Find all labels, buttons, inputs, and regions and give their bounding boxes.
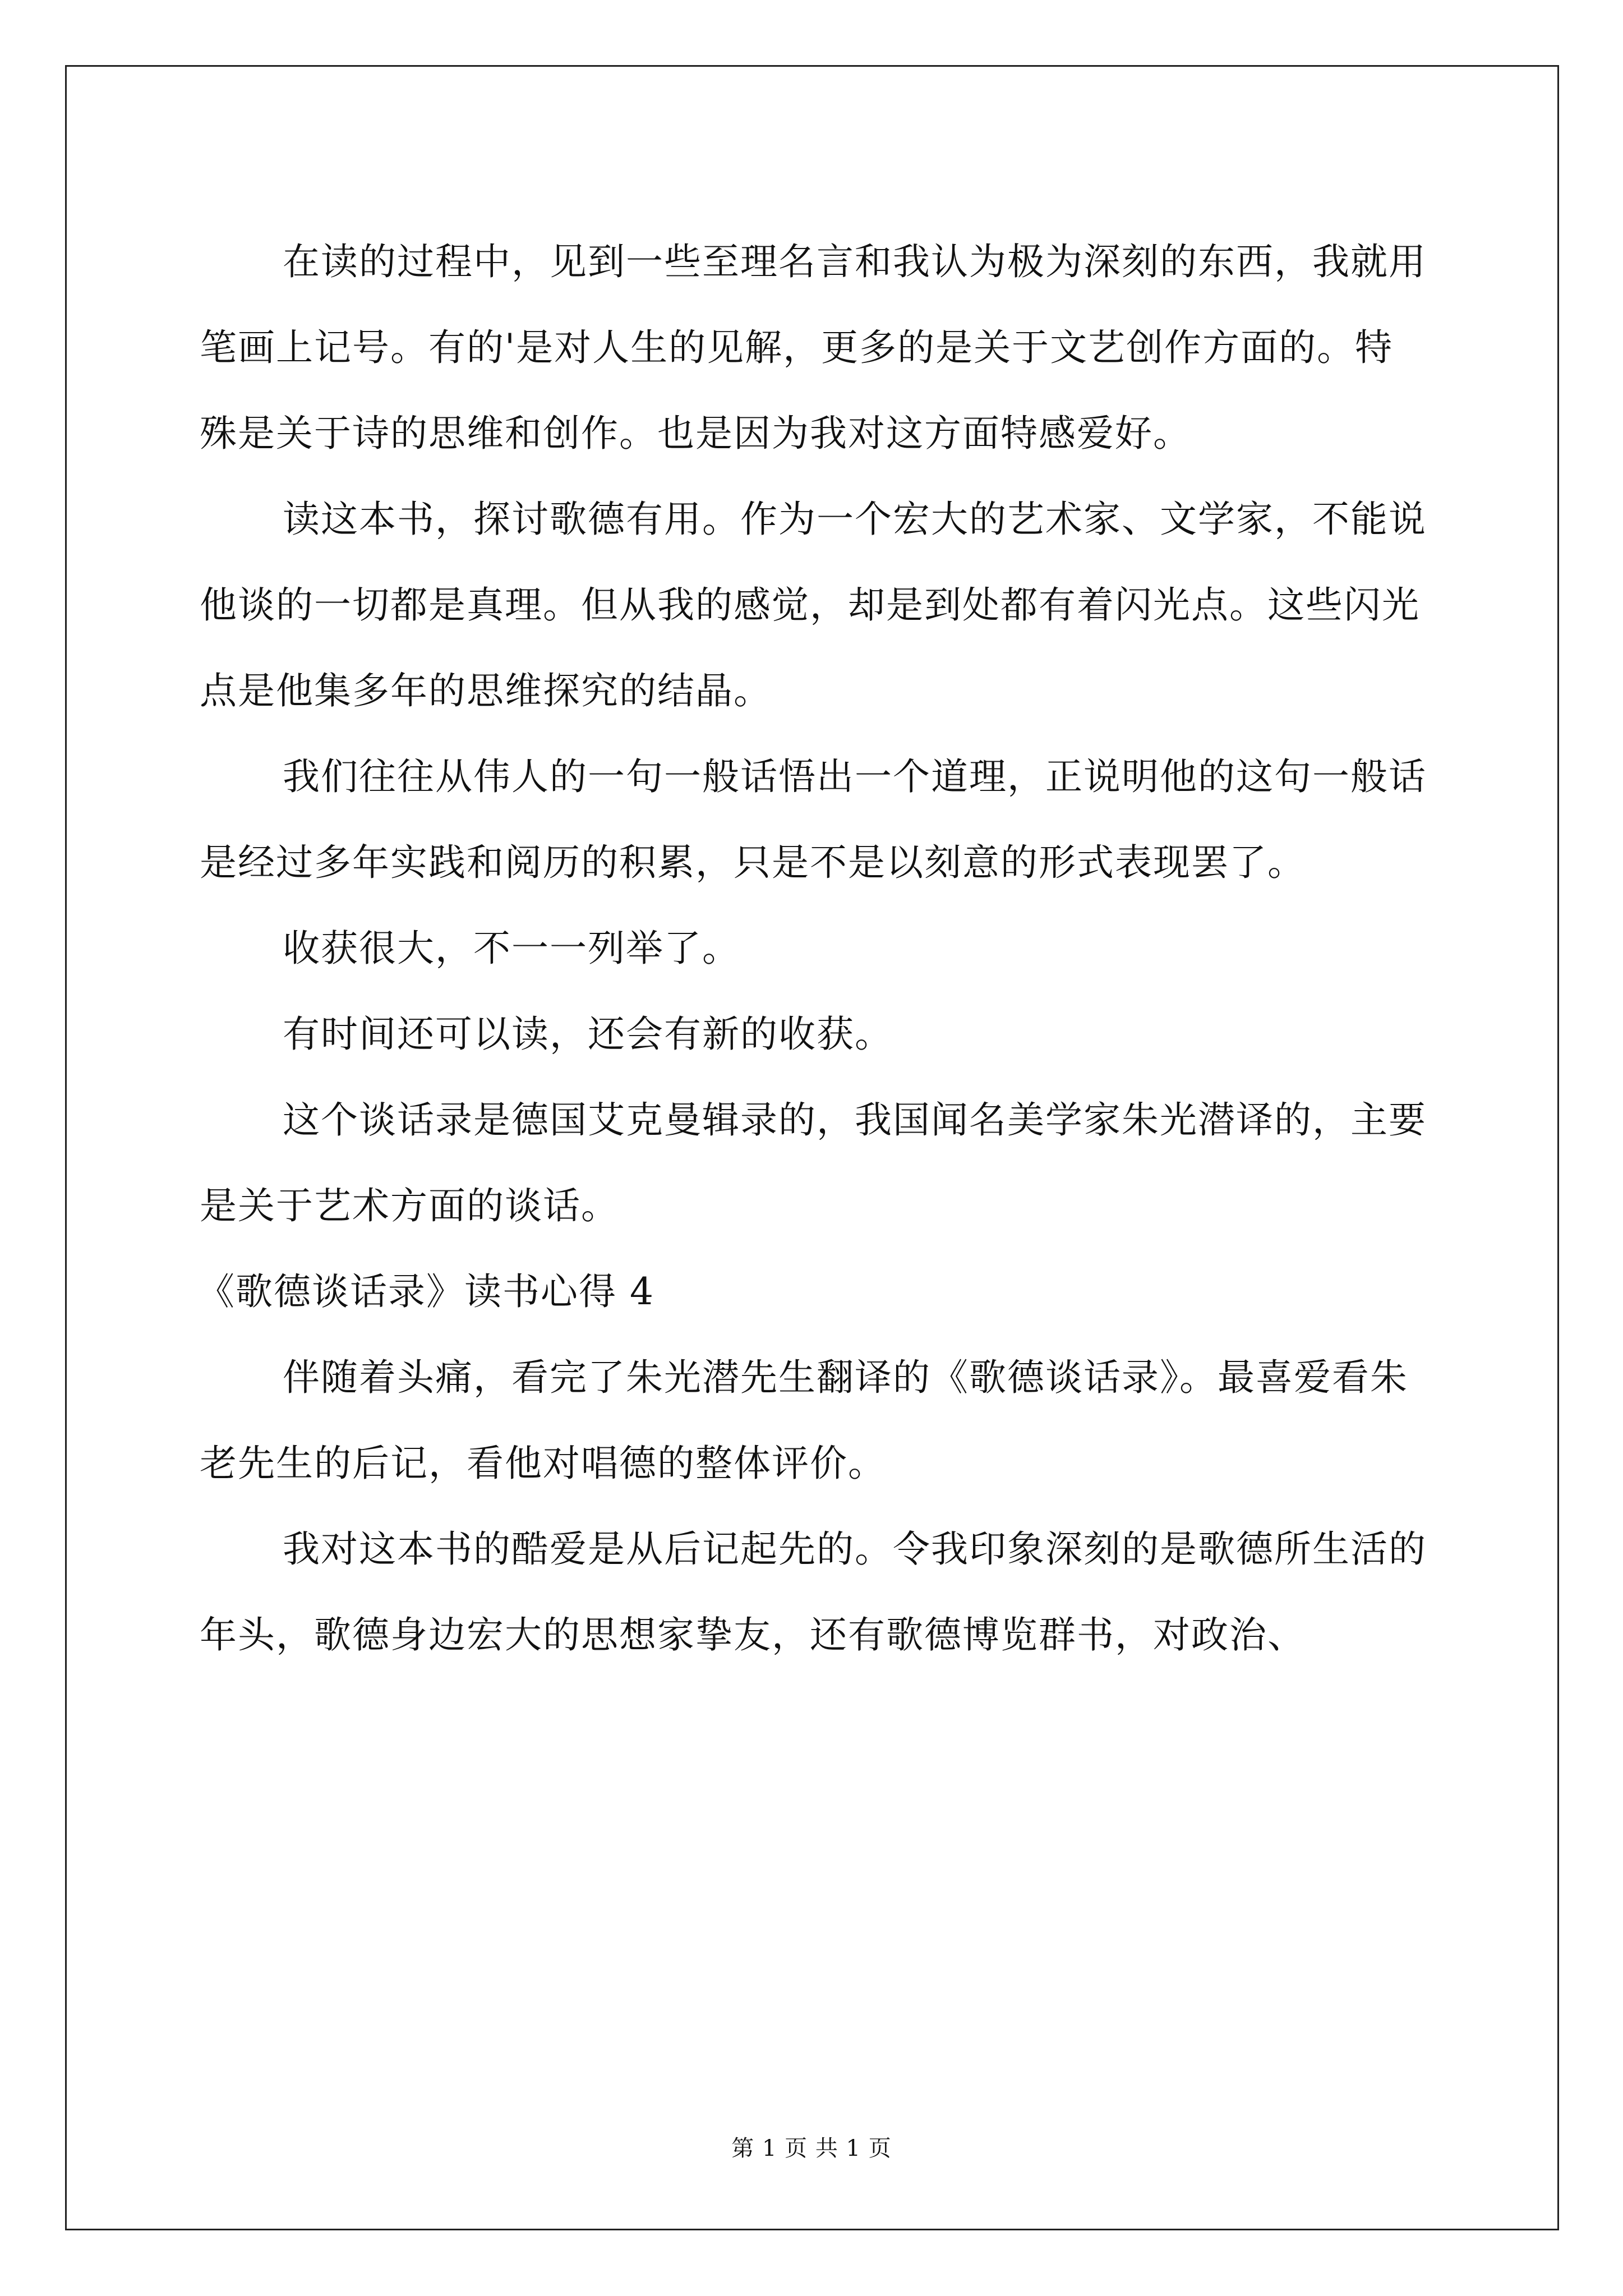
paragraph: 这个谈话录是德国艾克曼辑录的，我国闻名美学家朱光潜译的，主要是关于艺术方面的谈话。 — [200, 1098, 1427, 1227]
paragraph: 伴随着头痛，看完了朱光潜先生翻译的《歌德谈话录》。最喜爱看朱老先生的后记，看他对唱德的整体评价。 — [200, 1356, 1408, 1485]
document-body — [197, 219, 1428, 1678]
paragraph: 收获很大，不一一列举了。 — [283, 927, 740, 970]
page-number-footer: 第 1 页 共 1 页 — [731, 2136, 892, 2161]
paragraph: 读这本书，探讨歌德有用。作为一个宏大的艺术家、文学家，不能说他谈的一切都是真理。但从我的感觉，却是到处都有着闪光点。这些闪光点是他集多年的思维探究的结晶。 — [200, 498, 1427, 712]
section-heading: 《歌德谈话录》读书心得 4 — [197, 1270, 654, 1313]
paragraph: 我对这本书的酷爱是从后记起先的。令我印象深刻的是歌德所生活的年头，歌德身边宏大的思想家挚友，还有歌德博览群书，对政治、 — [200, 1527, 1427, 1657]
paragraph: 有时间还可以读，还会有新的收获。 — [283, 1013, 893, 1056]
paragraph: 我们往往从伟人的一句一般话悟出一个道理，正说明他的这句一般话是经过多年实践和阅历的积累，只是不是以刻意的形式表现罢了。 — [200, 755, 1427, 884]
paragraph: 在读的过程中，见到一些至理名言和我认为极为深刻的东西，我就用笔画上记号。有的'是对人生的见解，更多的是关于文艺创作方面的。特殊是关于诗的思维和创作。也是因为我对这方面特感爱好。 — [200, 240, 1427, 455]
